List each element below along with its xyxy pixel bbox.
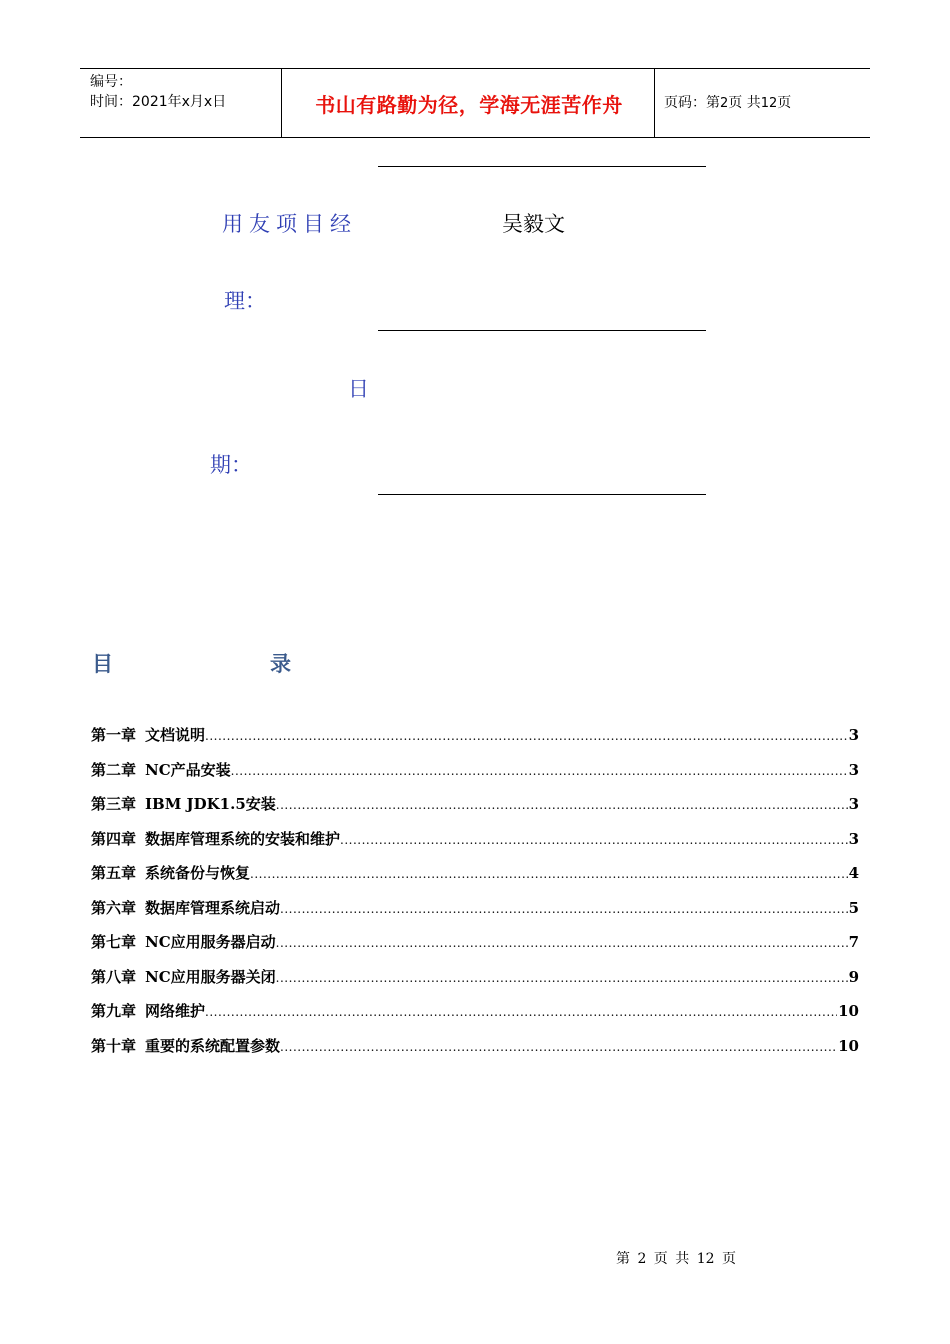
toc-page: 10 xyxy=(838,1002,859,1020)
toc-page: 3 xyxy=(848,760,859,779)
toc-entry[interactable] xyxy=(91,931,859,966)
toc-entry-title: 数据库管理系统的安装和维护 xyxy=(145,829,341,848)
toc-leader xyxy=(250,867,848,881)
header-page-info xyxy=(664,93,791,114)
toc-entry[interactable] xyxy=(91,724,859,759)
toc-leader xyxy=(231,764,848,778)
toc-chapter: 第三章 xyxy=(91,795,137,813)
toc-entry[interactable] xyxy=(91,1035,859,1070)
page-number: 2 xyxy=(720,96,729,111)
toc-entry-title: 网络维护 xyxy=(145,1002,206,1020)
serial-label: 编号： xyxy=(90,74,132,90)
toc-page: 3 xyxy=(848,726,859,744)
manager-name: 吴毅文 xyxy=(502,212,565,236)
toc-entry[interactable] xyxy=(91,966,859,1001)
signature-line xyxy=(378,494,706,495)
toc-title-right: 录 xyxy=(270,652,291,676)
toc-leader xyxy=(280,902,848,916)
page-label: 页码：第 xyxy=(664,95,720,111)
toc-entry-title: 系统备份与恢复 xyxy=(145,864,251,882)
time-label: 时间：2021年x月x日 xyxy=(90,94,227,110)
toc-entry-title: IBM JDK1.5安装 xyxy=(145,795,276,813)
toc-leader xyxy=(276,798,848,812)
toc-entry-title: NC应用服务器启动 xyxy=(145,933,276,951)
toc-entry[interactable] xyxy=(91,793,859,828)
page-mid: 页 共 xyxy=(728,95,761,111)
toc-page: 3 xyxy=(848,795,859,813)
toc-chapter: 第七章 xyxy=(91,933,137,951)
header-motto: 书山有路勤为径，学海无涯苦作舟 xyxy=(315,92,623,117)
toc-entry[interactable] xyxy=(91,1000,859,1035)
toc-entry[interactable] xyxy=(91,862,859,897)
signature-line xyxy=(378,330,706,331)
toc-page: 9 xyxy=(848,967,859,986)
toc-entry[interactable] xyxy=(91,828,859,863)
toc-entry[interactable] xyxy=(91,897,859,932)
toc-leader xyxy=(276,971,848,985)
toc-chapter: 第九章 xyxy=(91,1002,137,1020)
toc-entry-title: NC产品安装 xyxy=(145,760,231,779)
table-of-contents xyxy=(91,724,859,1069)
toc-page: 7 xyxy=(848,933,859,951)
toc-chapter: 第五章 xyxy=(91,864,137,882)
toc-chapter: 第十章 xyxy=(91,1036,137,1055)
header-meta xyxy=(90,72,226,112)
toc-chapter: 第八章 xyxy=(91,967,137,986)
toc-leader xyxy=(340,833,848,847)
role-label-line1: 用友项目经 xyxy=(222,212,357,236)
role-label-line2: 理： xyxy=(224,289,266,313)
toc-leader xyxy=(280,1040,837,1054)
toc-page: 5 xyxy=(848,898,859,917)
toc-page: 3 xyxy=(848,829,859,848)
date-label-line1: 日 xyxy=(348,377,369,401)
toc-entry-title: 文档说明 xyxy=(145,726,206,744)
toc-entry[interactable] xyxy=(91,759,859,794)
signature-line xyxy=(378,166,706,167)
toc-chapter: 第一章 xyxy=(91,726,137,744)
page-header xyxy=(80,68,870,138)
toc-page: 4 xyxy=(848,864,859,882)
toc-page: 10 xyxy=(838,1036,859,1055)
toc-chapter: 第二章 xyxy=(91,760,137,779)
toc-chapter: 第四章 xyxy=(91,829,137,848)
toc-leader xyxy=(276,936,848,950)
toc-leader xyxy=(205,1005,837,1019)
page-total: 12 xyxy=(760,96,778,111)
toc-entry-title: 数据库管理系统启动 xyxy=(145,898,281,917)
toc-entry-title: NC应用服务器关闭 xyxy=(145,967,276,986)
page-footer: 第 2 页 共 12 页 xyxy=(616,1251,736,1267)
toc-chapter: 第六章 xyxy=(91,898,137,917)
page-end: 页 xyxy=(777,95,792,111)
date-label-line2: 期： xyxy=(210,453,252,477)
toc-leader xyxy=(205,729,848,743)
toc-entry-title: 重要的系统配置参数 xyxy=(145,1036,281,1055)
toc-title-left: 目 xyxy=(92,652,113,676)
